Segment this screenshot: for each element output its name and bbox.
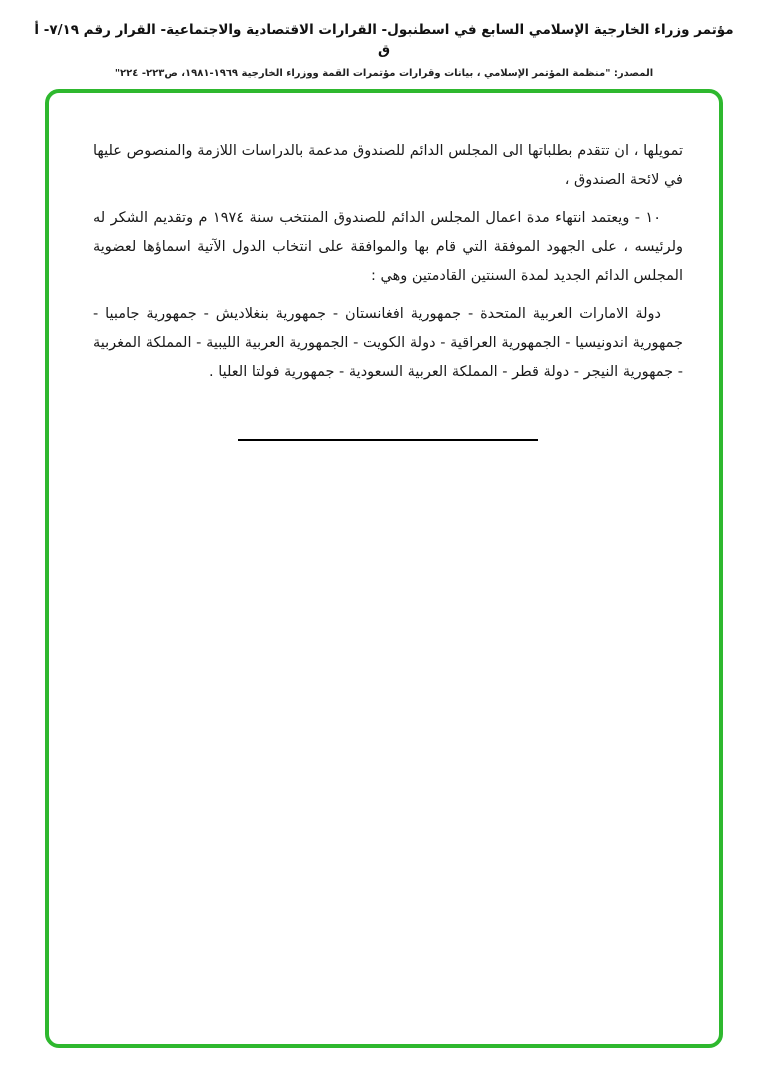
document-source-line: المصدر: "منظمة المؤتمر الإسلامي ، بيانات وقرارات مؤتمرات القمة ووزراء الخارجية ١٩٦٩-١٩٨١، ص٢٢٣- ٢٢٤" bbox=[114, 67, 654, 79]
document-title: مؤتمر وزراء الخارجية الإسلامي السابع في اسطنبول- القرارات الاقتصادية والاجتماعية- القرار رقم ٧/١٩- أ ق bbox=[34, 22, 734, 59]
body-paragraph-continuation: تمويلها ، ان تتقدم بطلباتها الى المجلس الدائم للصندوق مدعمة بالدراسات اللازمة والمنصوص عليها في لائحة الصندوق ، bbox=[93, 143, 683, 188]
body-paragraph-country-list: دولة الامارات العربية المتحدة - جمهورية افغانستان - جمهورية بنغلاديش - جمهورية جامبيا - جمهورية اندونيسيا - الجمهورية العراقية - دولة الكويت - الجمهورية العربية الليبية - المملكة المغربية - جمهورية النيجر - دولة قطر - المملكة العربية السعودية - جمهورية فولتا العليا . bbox=[93, 306, 683, 380]
section-divider bbox=[238, 439, 538, 441]
document-body bbox=[49, 93, 719, 441]
body-paragraph-clause-10: ١٠ - ويعتمد انتهاء مدة اعمال المجلس الدائم للصندوق المنتخب سنة ١٩٧٤ م وتقديم الشكر له ولرئيسه ، على الجهود الموفقة التي قام بها والموافقة على انتخاب الدول الآتية اسماؤها لعضوية المجلس الدائم الجديد لمدة السنتين القادمتين وهي : bbox=[93, 210, 683, 284]
content-frame bbox=[45, 89, 723, 1048]
document-header bbox=[0, 0, 768, 79]
